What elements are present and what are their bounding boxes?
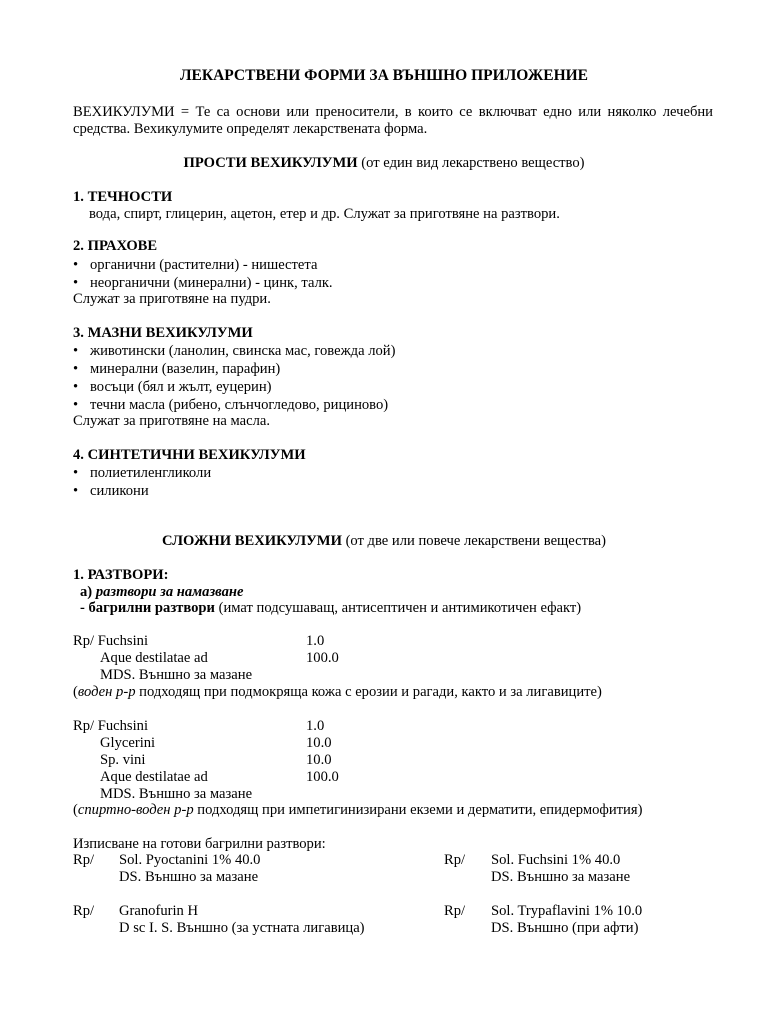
list-item [73,361,280,378]
dye-solutions-bold: - багрилни разтвори [80,600,215,616]
list-item-text: минерални (вазелин, парафин) [90,361,281,377]
synthetic-title-text: 4. СИНТЕТИЧНИ ВЕХИКУЛУМИ [73,447,306,463]
rx2-note-italic: спиртно-воден р-р [77,802,194,818]
simple-heading-bold: ПРОСТИ ВЕХИКУЛУМИ [183,155,358,171]
rx1-qty: 100.0 [306,650,339,666]
ready-a-line1: Sol. Pyoctanini 1% 40.0 [119,852,261,868]
list-item-text: силикони [90,483,149,499]
dye-solutions-line [80,600,581,617]
fatty-after: Служат за приготвяне на масла. [73,413,271,429]
rx2-row: Glycerini [100,735,156,751]
rx1-note [73,684,602,701]
ready-a-line2: DS. Външно за мазане [119,869,259,885]
simple-vehicles-heading [0,155,768,172]
rx1-note-open: ( [73,684,78,700]
sub-a-line [80,584,243,601]
sub-a-text: разтвори за намазване [95,584,244,600]
document-title: ЛЕКАРСТВЕНИ ФОРМИ ЗА ВЪНШНО ПРИЛОЖЕНИЕ [179,67,589,84]
complex-heading-note: (от две или повече лекарствени вещества) [341,533,607,549]
solutions-title [73,567,168,584]
liquids-title-text: 1. ТЕЧНОСТИ [73,189,173,205]
bullet-icon: • [73,343,79,359]
rx2-note-open: ( [73,802,78,818]
dye-solutions-note: (имат подсушаващ, антисептичен и антимикотичен ефакт) [214,600,582,616]
ready-c-rp: Rp/ [73,903,95,919]
powders-title-text: 2. ПРАХОВЕ [73,238,158,254]
bullet-icon: • [73,483,79,499]
rx2-row: Rp/ Fuchsini [73,718,149,734]
intro-paragraph: ВЕХИКУЛУМИ = Те са основи или преносители, в които се включват едно или няколко лечебни средства. Вехикулумите определят лекарствената форма. [73,104,713,137]
powders-after: Служат за приготвяне на пудри. [73,291,271,307]
bullet-icon: • [73,275,79,291]
rx2-note [73,802,642,819]
rx1-note-italic: воден р-р [77,684,136,700]
rx2-qty: 100.0 [306,769,339,785]
list-item [73,465,211,482]
rx2-row: Aque destilatae ad [100,769,208,785]
ready-c-line2: D sc I. S. Външно (за устната лигавица) [119,920,365,936]
bullet-icon: • [73,379,79,395]
rx1-row: Aque destilatae ad [100,650,208,666]
list-item [73,343,395,360]
list-item [73,483,149,500]
solutions-title-text: 1. РАЗТВОРИ: [73,567,169,583]
rx2-qty: 10.0 [306,752,332,768]
list-item [73,379,272,396]
rx1-qty: 1.0 [306,633,325,649]
list-item-text: течни масла (рибено, слънчогледово, рициново) [90,397,389,413]
ready-d-line2: DS. Външно (при афти) [491,920,639,936]
complex-vehicles-heading [0,533,768,550]
list-item-text: полиетиленгликоли [90,465,212,481]
ready-b-line2: DS. Външно за мазане [491,869,631,885]
list-item-text: органични (растителни) - нишестета [90,257,318,273]
rx1-row: Rp/ Fuchsini [73,633,149,649]
ready-heading: Изписване на готови багрилни разтвори: [73,836,326,852]
bullet-icon: • [73,257,79,273]
fatty-title [73,325,253,342]
bullet-icon: • [73,397,79,413]
fatty-title-text: 3. МАЗНИ ВЕХИКУЛУМИ [73,325,253,341]
list-item-text: животински (ланолин, свинска мас, говежда лой) [90,343,396,359]
ready-a-rp: Rp/ [73,852,95,868]
ready-d-rp: Rp/ [444,903,466,919]
ready-d-line1: Sol. Trypaflavini 1% 10.0 [491,903,643,919]
bullet-icon: • [73,361,79,377]
liquids-title [73,189,172,206]
bullet-icon: • [73,465,79,481]
rx2-qty: 10.0 [306,735,332,751]
powders-title [73,238,157,255]
list-item [73,275,333,292]
rx1-note-rest: подходящ при подмокряща кожа с ерозии и рагади, както и за лигавиците) [135,684,602,700]
liquids-text: вода, спирт, глицерин, ацетон, етер и др. Служат за приготвяне на разтвори. [89,206,560,222]
ready-b-rp: Rp/ [444,852,466,868]
ready-b-line1: Sol. Fuchsini 1% 40.0 [491,852,621,868]
rx2-qty: 1.0 [306,718,325,734]
complex-heading-bold: СЛОЖНИ ВЕХИКУЛУМИ [161,533,342,549]
sub-a-prefix: а) [80,584,96,600]
list-item-text: восъци (бял и жълт, еуцерин) [90,379,272,395]
synthetic-title [73,447,306,464]
list-item [73,397,388,414]
ready-c-line1: Granofurin H [119,903,199,919]
rx2-row: Sp. vini [100,752,146,768]
list-item [73,257,317,274]
list-item-text: неорганични (минерални) - цинк, талк. [90,275,333,291]
rx1-row: MDS. Външно за мазане [100,667,253,683]
rx2-row: MDS. Външно за мазане [100,786,253,802]
rx2-note-rest: подходящ при импетигинизирани екземи и дерматити, епидермофития) [193,802,643,818]
simple-heading-note: (от един вид лекарствено вещество) [357,155,585,171]
